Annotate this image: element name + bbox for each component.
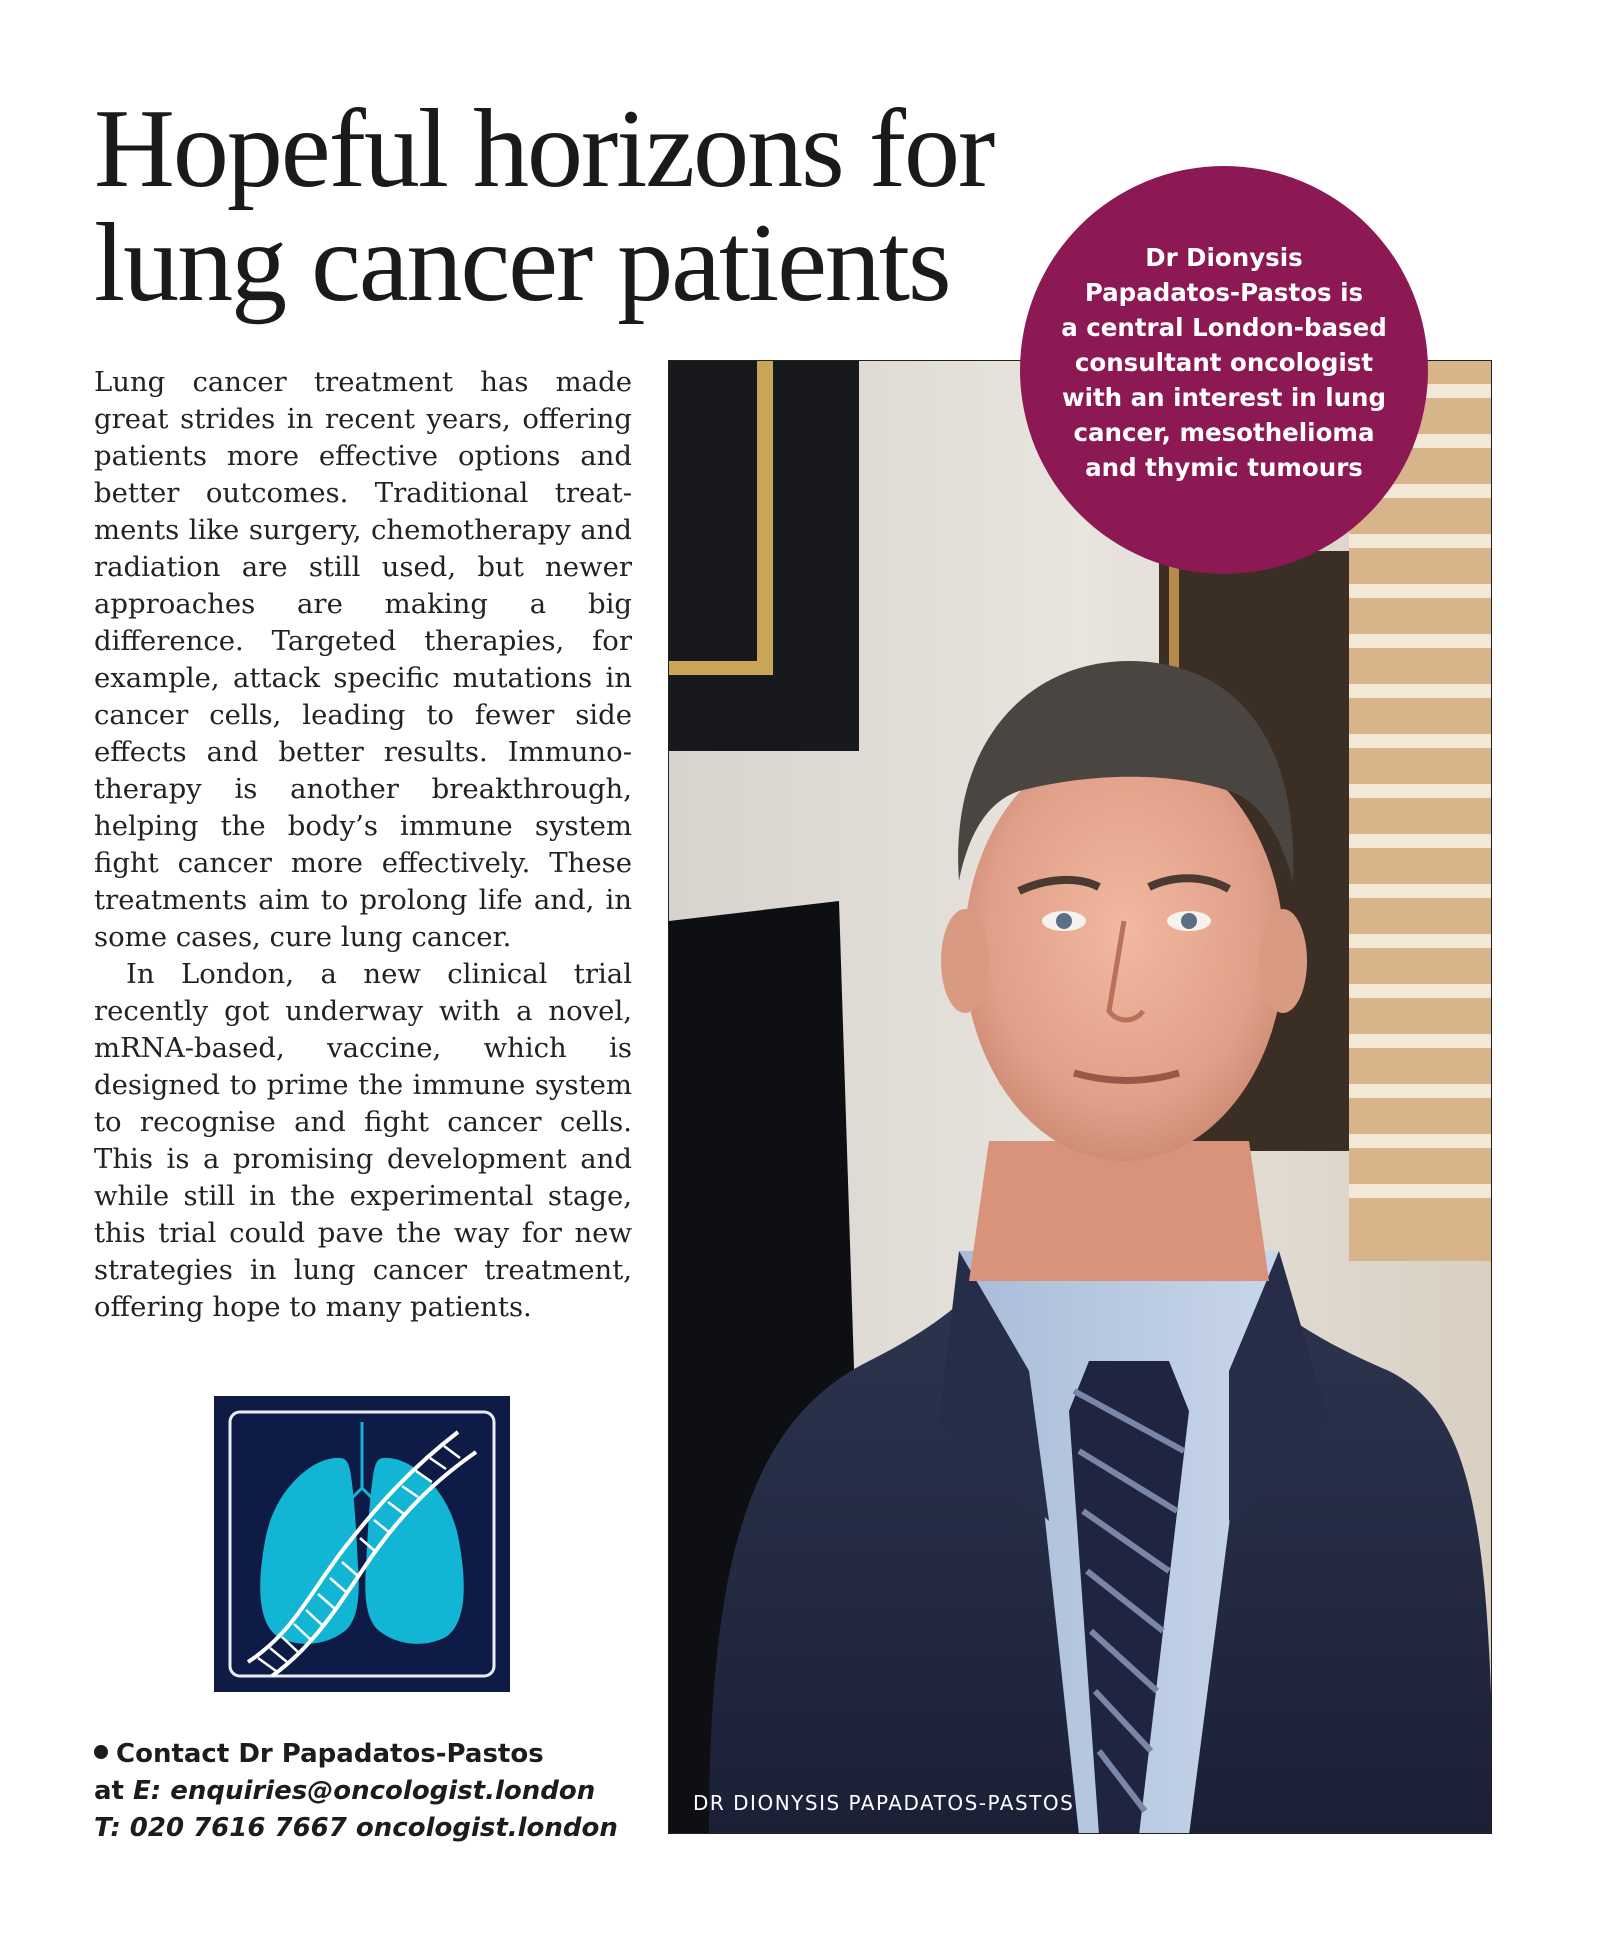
contact-block xyxy=(94,1736,654,1847)
headline xyxy=(94,87,994,325)
bio-line-2: Papadatos-Pastos is xyxy=(1084,277,1364,307)
contact-phone-website[interactable]: T: 020 7616 7667 oncologist.london xyxy=(94,1813,618,1843)
article-body xyxy=(94,364,632,1326)
contact-name: Contact Dr Papadatos-Pastos xyxy=(116,1739,544,1769)
contact-email[interactable]: E: enquiries@oncologist.london xyxy=(133,1776,596,1806)
contact-line-3 xyxy=(94,1810,654,1847)
article-paragraph-2: In London, a new clinical trial recently got underway with a novel, mRNA-based, vaccine, which is designed to prime the immune system to recognise and fight cancer cells. This is a promising development and while still in the experimental stage, this trial could pave the way for new strategies in lung cancer treatment, offering hope to many patients. xyxy=(94,958,632,1323)
article-paragraph-1: Lung cancer treatment has made great strides in recent years, offering patients more effective options and better outcomes. Traditional treatments like surgery, chemotherapy and radiation are still used, but newer approaches are making a big difference. Targeted therapies, for example, attack specific mutations in cancer cells, leading to fewer side effects and better results. Immunotherapy is another breakthrough, helping the body’s immune system fight cancer more effectively. These treatments aim to prolong life and, in some cases, cure lung cancer. xyxy=(94,366,632,953)
contact-line-1 xyxy=(94,1736,654,1773)
headline-line-2: lung cancer patients xyxy=(94,201,950,325)
bio-line-6: cancer, mesothelioma xyxy=(1073,417,1375,447)
bio-line-4: consultant oncologist xyxy=(1074,347,1374,377)
photo-caption: DR DIONYSIS PAPADATOS-PASTOS xyxy=(693,1791,1075,1815)
bio-text xyxy=(1061,240,1387,485)
bullet-icon xyxy=(94,1745,108,1759)
bio-line-7: and thymic tumours xyxy=(1085,452,1363,482)
contact-at: at xyxy=(94,1776,134,1806)
contact-line-2 xyxy=(94,1773,654,1810)
bio-line-5: with an interest in lung xyxy=(1061,382,1387,412)
bio-circle xyxy=(1020,166,1428,574)
lungs-dna-icon xyxy=(214,1396,510,1692)
doctor-portrait-illustration xyxy=(669,361,1492,1834)
headline-line-1: Hopeful horizons for xyxy=(94,87,994,211)
bio-line-3: a central London-based xyxy=(1061,312,1387,342)
doctor-photo xyxy=(668,360,1492,1834)
bio-line-1: Dr Dionysis xyxy=(1145,242,1303,272)
